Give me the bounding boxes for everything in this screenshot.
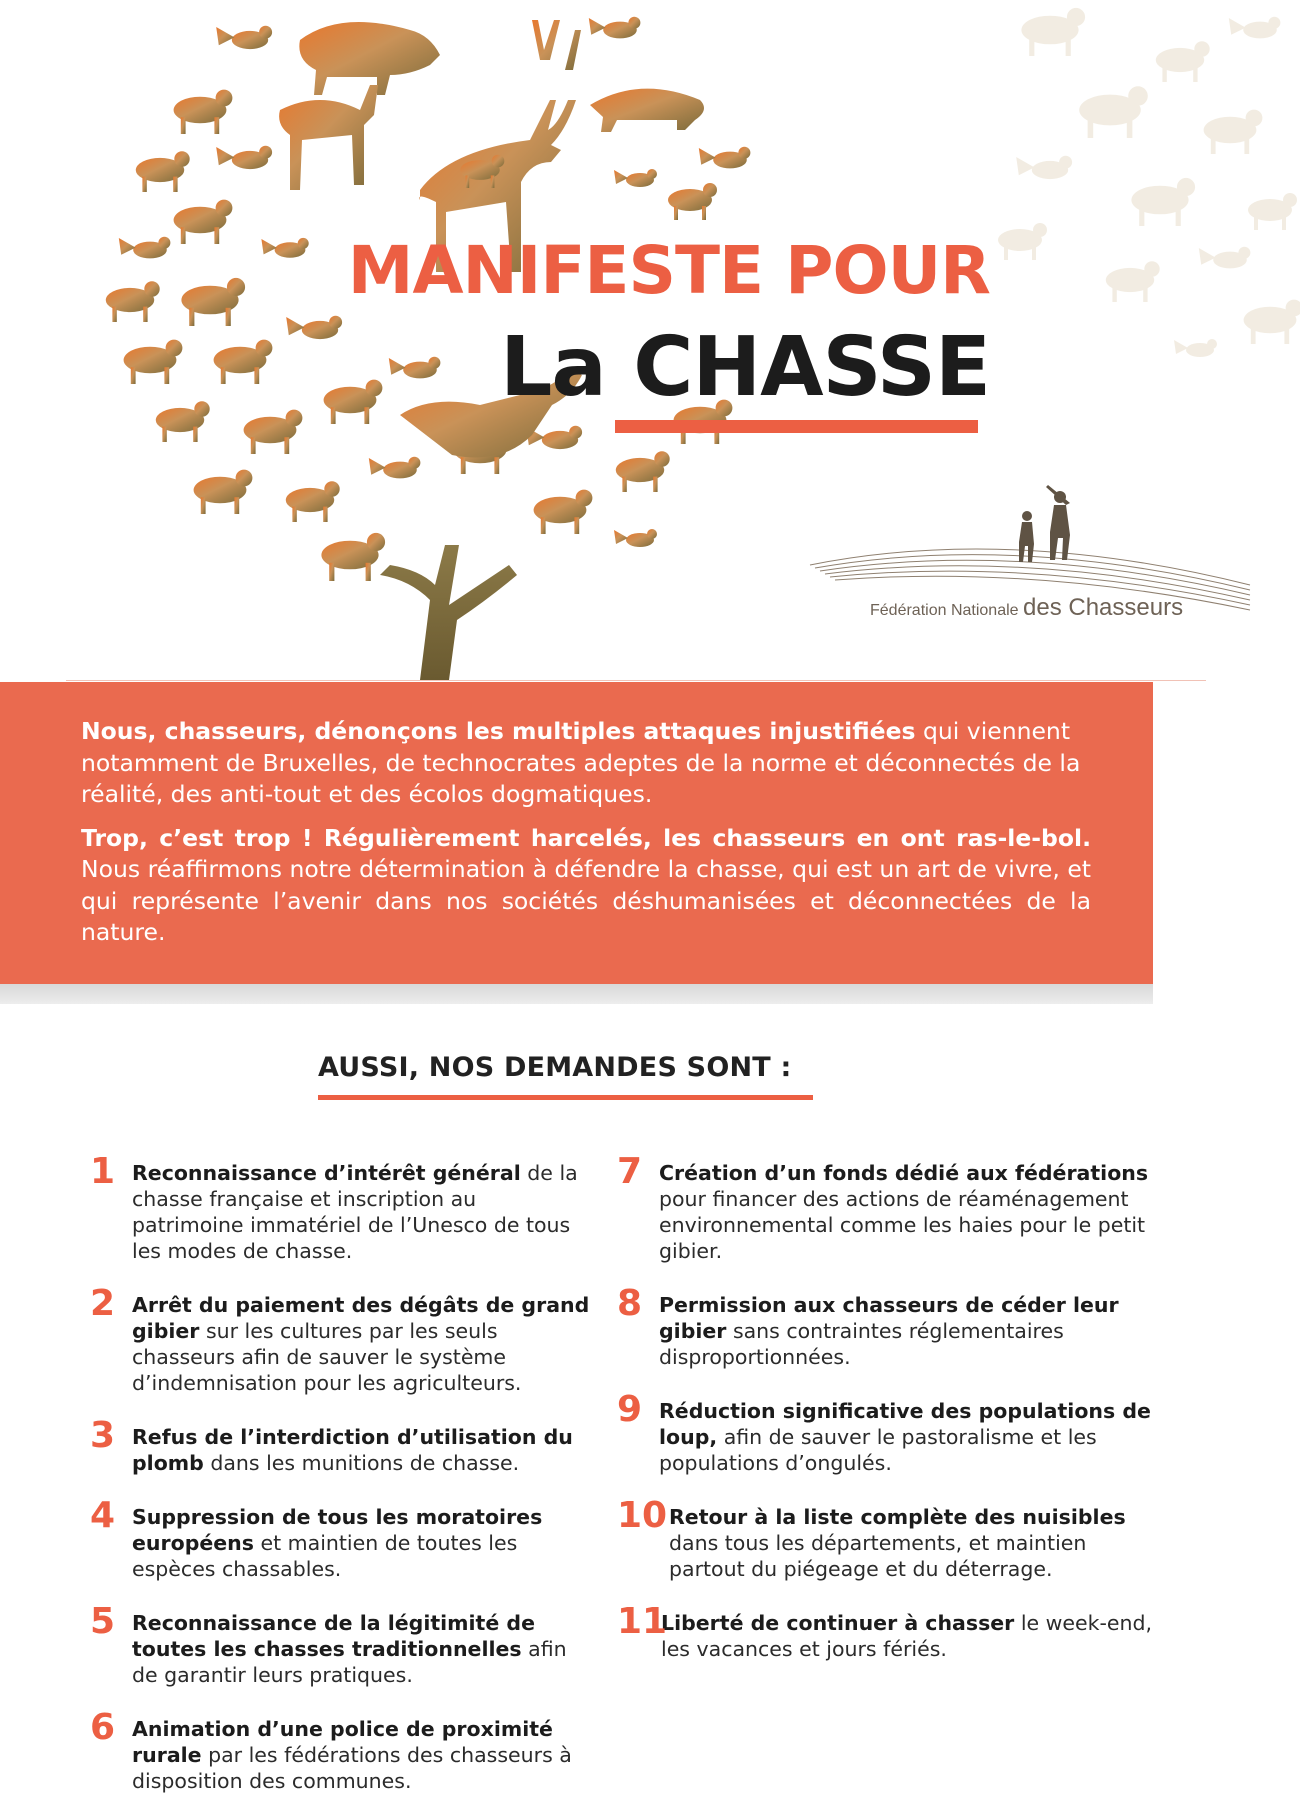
title-line-2: La CHASSE bbox=[500, 320, 990, 415]
demand-bold: Réduction significative des populations de loup, bbox=[659, 1399, 1151, 1449]
demand-text: afin de sauver le pastoralisme et les populations d’ongulés. bbox=[659, 1425, 1097, 1475]
demand-bold: Reconnaissance de la légitimité de toutes les chasses traditionnelles bbox=[132, 1611, 535, 1661]
demand-bold: Arrêt du paiement des dégâts de grand gibier bbox=[132, 1293, 590, 1343]
title-underline bbox=[615, 420, 978, 433]
intro-p2-rest: Nous réaffirmons notre détermination à défendre la chasse, qui est un art de vivre, et qui représente l’avenir dans nos sociétés déshumanisées et déconnectées de la nature. bbox=[81, 855, 1091, 946]
intro-p1-rest: qui viennent notamment de Bruxelles, de technocrates adeptes de la norme et déconnectés de la réalité, des anti-tout et des écolos dogmatiques. bbox=[81, 717, 1081, 808]
demand-number: 7 bbox=[617, 1151, 643, 1192]
demand-number: 5 bbox=[90, 1601, 116, 1642]
demand-text: pour financer des actions de réaménagement environnemental comme les haies pour le petit gibier. bbox=[659, 1187, 1146, 1263]
federation-name bbox=[870, 594, 1183, 622]
intro-p1-bold: Nous, chasseurs, dénonçons les multiples attaques injustifiées bbox=[81, 717, 916, 745]
divider-line bbox=[66, 680, 1206, 681]
demand-number: 4 bbox=[90, 1495, 116, 1536]
demand-number: 10 bbox=[617, 1495, 668, 1536]
demand-text: de la chasse française et inscription au patrimoine immatériel de l’Unesco de tous les modes de chasse. bbox=[132, 1161, 578, 1263]
demand-number: 6 bbox=[90, 1707, 116, 1748]
demand-number: 1 bbox=[90, 1151, 116, 1192]
demand-bold: Reconnaissance d’intérêt général bbox=[132, 1161, 521, 1185]
demand-text: sans contraintes réglementaires disproportionnées. bbox=[659, 1319, 1064, 1369]
demand-text: dans les munitions de chasse. bbox=[203, 1451, 520, 1475]
demand-item-4 bbox=[90, 1495, 590, 1582]
demands-title: AUSSI, NOS DEMANDES SONT : bbox=[318, 1052, 792, 1083]
intro-p2-bold: Trop, c’est trop ! Régulièrement harcelés, les chasseurs en ont ras-le-bol. bbox=[81, 823, 1091, 852]
demand-item-9 bbox=[617, 1389, 1157, 1476]
demand-item-6 bbox=[90, 1707, 590, 1794]
title-line-1: MANIFESTE POUR bbox=[347, 232, 990, 309]
demand-bold: Animation d’une police de proximité rurale bbox=[132, 1717, 553, 1767]
demand-item-8 bbox=[617, 1283, 1157, 1370]
demand-item-3 bbox=[90, 1415, 590, 1476]
demand-bold: Création d’un fonds dédié aux fédérations bbox=[659, 1161, 1149, 1185]
demands-title-underline bbox=[318, 1095, 813, 1100]
demand-text: dans tous les départements, et maintien partout du piégeage et du déterrage. bbox=[669, 1531, 1087, 1581]
demands-column-left bbox=[90, 1151, 590, 1794]
demand-text: afin de garantir leurs pratiques. bbox=[132, 1637, 567, 1687]
demand-bold: Suppression de tous les moratoires européens bbox=[132, 1505, 543, 1555]
demand-item-7 bbox=[617, 1151, 1157, 1264]
demand-bold: Permission aux chasseurs de céder leur gibier bbox=[659, 1293, 1119, 1343]
demand-number: 11 bbox=[617, 1601, 668, 1642]
demand-number: 2 bbox=[90, 1283, 116, 1324]
intro-band-shadow bbox=[0, 984, 1153, 1004]
federation-name-big: des Chasseurs bbox=[1023, 594, 1184, 621]
background-animals-pattern bbox=[998, 8, 1300, 357]
demand-text: et maintien de toutes les espèces chassables. bbox=[132, 1531, 518, 1581]
demand-item-10 bbox=[617, 1495, 1157, 1582]
demand-number: 3 bbox=[90, 1415, 116, 1456]
demand-item-2 bbox=[90, 1283, 590, 1396]
demand-text: sur les cultures par les seuls chasseurs afin de sauver le système d’indemnisation pour les agriculteurs. bbox=[132, 1319, 522, 1395]
demand-bold: Refus de l’interdiction d’utilisation du plomb bbox=[132, 1425, 573, 1475]
demand-text: par les fédérations des chasseurs à disposition des communes. bbox=[132, 1743, 572, 1793]
demands-column-right bbox=[617, 1151, 1157, 1662]
demand-item-11 bbox=[617, 1601, 1157, 1662]
intro-paragraph-1 bbox=[81, 716, 1091, 811]
demand-item-5 bbox=[90, 1601, 590, 1688]
federation-name-small: Fédération Nationale bbox=[870, 602, 1019, 619]
intro-paragraph-2 bbox=[81, 823, 1091, 949]
demand-number: 9 bbox=[617, 1389, 643, 1430]
demand-text: le week-end, les vacances et jours fériés. bbox=[661, 1611, 1153, 1661]
demand-number: 8 bbox=[617, 1283, 643, 1324]
demand-item-1 bbox=[90, 1151, 590, 1264]
demand-bold: Retour à la liste complète des nuisibles bbox=[669, 1505, 1126, 1529]
demand-bold: Liberté de continuer à chasser bbox=[661, 1611, 1015, 1635]
intro-text bbox=[81, 716, 1091, 961]
